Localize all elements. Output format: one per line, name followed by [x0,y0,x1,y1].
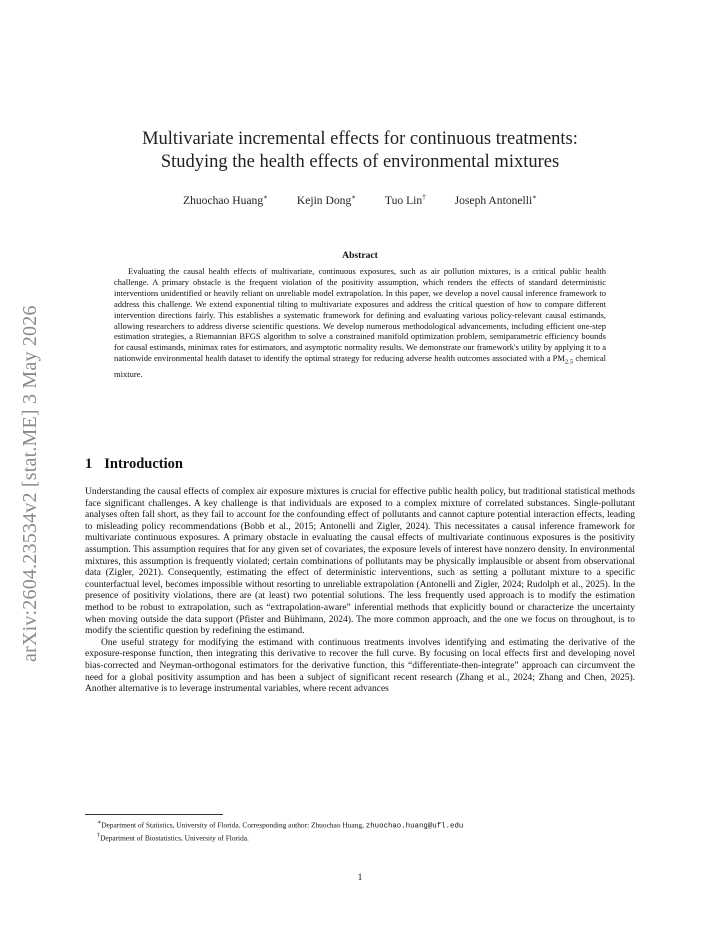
paragraph: Understanding the causal effects of complex air exposure mixtures is crucial for effective public health policy, but traditional statistical methods face significant challenges. A key challenge is that individuals are exposed to a complex mixture of correlated substances. Single-pollutant analyses often fall short, as they fail to account for the confounding effect of pollutants and cannot capture potential interaction effects, leading to misleading policy recommendations (Bobb et al., 2015; Antonelli and Zigler, 2024). This necessitates a causal inference framework for multivariate continuous exposures. A primary obstacle in evaluating the causal effects of multivariate continuous exposures is the positivity assumption. This assumption requires that for any given set of covariates, the exposure levels of interest have nonzero density. In environmental mixtures, this assumption is frequently violated; certain combinations of pollutants may be physically implausible or absent from observational data (Zigler, 2021). Consequently, estimating the effect of deterministic interventions, such as setting a pollutant mixture to a specific counterfactual level, becomes impossible without resorting to unreliable extrapolation (Antonelli and Zigler, 2024; Rudolph et al., 2025). In the presence of positivity violations, there are (at least) two potential solutions. The less frequently used approach is to modify the estimation method to be robust to extrapolation, such as “extrapolation-aware” inferential methods that explicitly bound or characterize the uncertainty when moving outside the data support (Pfister and Bühlmann, 2024). The more common approach, and the one we focus on throughout, is to modify the scientific question by redefining the estimand. [85,487,635,637]
abstract-heading: Abstract [342,250,378,261]
section-number: 1 [85,456,93,472]
footnote-affiliation-biostatistics [85,832,645,843]
author-name: Tuo Lin [384,193,423,207]
footnote-affiliation-statistics [85,819,645,832]
section-title: Introduction [104,456,183,472]
introduction-body [85,487,635,696]
author [385,194,426,207]
footnote-rule [85,814,223,815]
author-affiliation-mark: ∗ [351,193,357,201]
abstract-body-end: chemical mixture. [114,353,606,379]
author [455,194,537,207]
author-name: Zhuochao Huang [182,193,264,207]
author [297,194,356,207]
corresponding-email-link[interactable]: zhuochao.huang@ufl.edu [365,822,464,831]
footnotes [85,819,645,843]
arxiv-identifier-stamp: arXiv:2604.23534v2 [stat.ME] 3 May 2026 [19,305,41,662]
footnote-text: Department of Statistics, University of Florida. Corresponding author: Zhuochao Huang, [101,820,366,830]
author-affiliation-mark: ∗ [532,193,537,201]
abstract-text [114,266,606,380]
author-affiliation-mark: † [422,193,426,201]
paper-title-line-1: Multivariate incremental effects for continuous treatments: [142,129,578,149]
author [183,194,268,207]
paper-title-line-2: Studying the health effects of environmental mixtures [160,152,560,172]
footnote-text: Department of Biostatistics, University of Florida. [100,833,249,843]
section-heading [85,456,183,473]
author-name: Kejin Dong [296,193,352,207]
footnote-mark: † [97,833,101,840]
author-list [0,193,720,207]
footnote-mark: ∗ [97,820,102,826]
paragraph: One useful strategy for modifying the estimand with continuous treatments involves identifying and estimating the derivative of the exposure-response function, then integrating this derivative to recover the full curve. By focusing on local effects first and developing novel bias-corrected and Neyman-orthogonal estimators for the derivative function, this “differentiate-then-integrate” approach can circumvent the need for a global positivity assumption and has been a subject of significant recent research (Zhang et al., 2024; Zhang and Chen, 2025). Another alternative is to leverage instrumental variables, where recent advances [85,637,635,695]
author-affiliation-mark: ∗ [263,193,268,201]
pm-subscript: 2.5 [564,358,574,366]
author-name: Joseph Antonelli [454,193,533,207]
page-number: 1 [357,873,363,883]
abstract-body: Evaluating the causal health effects of multivariate, continuous exposures, such as air pollution mixtures, is a critical public health challenge. A primary obstacle is the frequent violation of the positivity assumption, which renders the effects of standard deterministic interventions unidentified or heavily reliant on unreliable model extrapolation. In this paper, we develop a novel causal inference framework to address this challenge. We extend exponential tilting to multivariate exposures and address the critical question of how to compare different intervention directions fairly. This establishes a systematic framework for defining and evaluating various policy-relevant causal estimands, allowing researchers to address diverse scientific questions. We develop numerous methodological advancements, including efficient one-step estimation strategies, a Riemannian BFGS algorithm to solve a constrained manifold optimization problem, semiparametric efficiency bounds for causal estimands, minimax rates for estimators, and asymptotic normality results. We demonstrate our framework's utility by applying it to a nationwide environmental health dataset to identify the optimal strategy for reducing adverse health outcomes associated with a PM [114,266,606,364]
paper-title [0,128,720,174]
